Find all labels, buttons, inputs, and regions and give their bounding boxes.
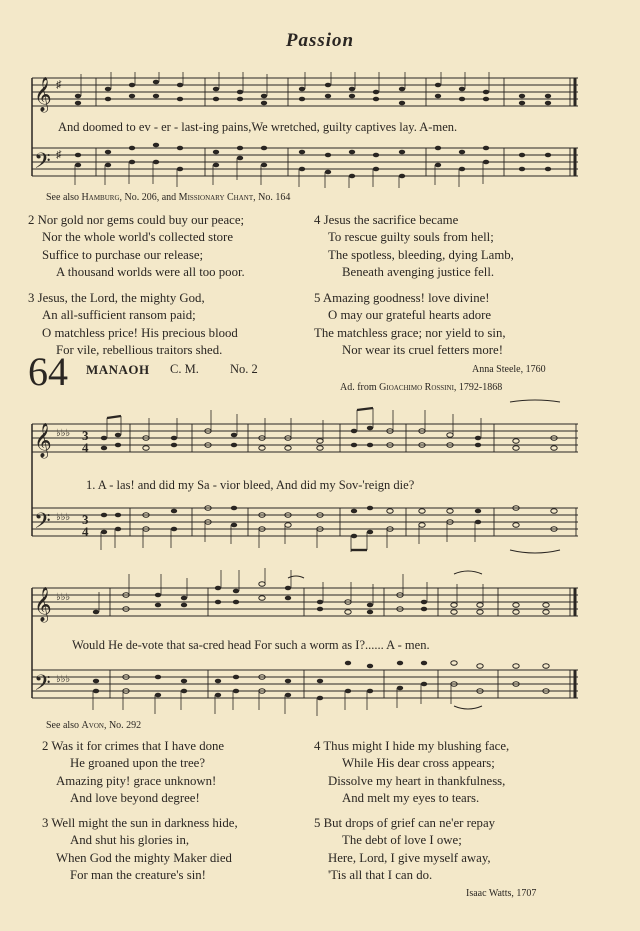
- svg-text:𝄞: 𝄞: [34, 78, 52, 111]
- verse-line: 2 Was it for crimes that I have done: [42, 739, 225, 753]
- see-also-text: , No. 164: [253, 192, 291, 203]
- svg-text:♭♭♭: ♭♭♭: [56, 512, 71, 523]
- see-also-tune: Missionary Chant: [178, 192, 254, 203]
- verse-line: 5 Amazing goodness! love divine!: [314, 291, 490, 305]
- verse-line: 3 Jesus, the Lord, the mighty God,: [28, 291, 205, 305]
- see-also-note: [46, 192, 290, 203]
- verse-line: The spotless, bleeding, dying Lamb,: [328, 247, 514, 262]
- hymn-number: 64: [28, 349, 68, 394]
- tune-name: MANAOH: [86, 362, 150, 377]
- verse-line: To rescue guilty souls from hell;: [328, 230, 494, 245]
- verse-line: The debt of love I owe;: [342, 833, 462, 848]
- verse-line: When God the mighty Maker died: [56, 850, 232, 865]
- verse-line: 5 But drops of grief can ne'er repay: [314, 816, 496, 830]
- svg-text:4: 4: [82, 524, 89, 539]
- tune-number: No. 2: [230, 362, 258, 376]
- verse-line: 4 Jesus the sacrifice became: [314, 213, 459, 227]
- composer-credit: [340, 382, 502, 393]
- verse-block: [28, 212, 245, 281]
- verse-block: [42, 815, 238, 884]
- verse-line: O matchless price! His precious blood: [42, 325, 238, 340]
- see-also-tune: Hamburg: [81, 192, 120, 203]
- verse-line: 4 Thus might I hide my blushing face,: [314, 739, 510, 753]
- verse-line: Suffice to purchase our release;: [42, 247, 204, 262]
- verse-line: O may our grateful hearts adore: [328, 308, 492, 323]
- verse-line: For man the creature's sin!: [70, 867, 206, 882]
- composer-name: Gioachimo Rossini: [379, 382, 454, 393]
- verse-line: And shut his glories in,: [70, 833, 190, 848]
- verse-block: [314, 290, 506, 359]
- verse-line: While His dear cross appears;: [342, 756, 495, 771]
- verse-line: He groaned upon the tree?: [70, 756, 206, 771]
- verse-line: A thousand worlds were all too poor.: [56, 264, 245, 279]
- composer-dates: , 1792-1868: [453, 382, 503, 393]
- svg-text:𝄞: 𝄞: [34, 424, 52, 457]
- verse-block: [314, 738, 509, 807]
- see-also-text: , No. 206, and: [119, 192, 177, 203]
- verse-line: And melt my eyes to tears.: [342, 790, 480, 805]
- svg-text:𝄢: 𝄢: [34, 149, 51, 178]
- verse-line: Nor the whole world's collected store: [42, 230, 234, 245]
- verse-line: For vile, rebellious traitors shed.: [56, 342, 223, 357]
- lyric-line: Would He de-vote that sa-cred head For such a worm as I?...... A - men.: [72, 638, 430, 652]
- verse-block: [42, 738, 224, 807]
- verse-line: 2 Nor gold nor gems could buy our peace;: [28, 213, 245, 227]
- svg-text:♯: ♯: [56, 149, 62, 161]
- svg-text:3: 3: [82, 512, 89, 527]
- verse-line: An all-sufficient ransom paid;: [42, 308, 196, 323]
- verse-line: And love beyond degree!: [70, 790, 200, 805]
- lyric-line: 1. A - las! and did my Sa - vior bleed, And did my Sov-'reign die?: [86, 478, 415, 492]
- see-also-prefix: See also: [46, 720, 80, 731]
- verse-line: 'Tis all that I can do.: [328, 867, 433, 882]
- verse-line: Amazing pity! grace unknown!: [56, 773, 217, 788]
- author-attribution: Isaac Watts, 1707: [466, 888, 537, 899]
- svg-text:♭♭♭: ♭♭♭: [56, 428, 71, 439]
- verse-line: Dissolve my heart in thankfulness,: [328, 773, 506, 788]
- author-attribution: Anna Steele, 1760: [472, 364, 546, 375]
- verse-line: Nor wear its cruel fetters more!: [342, 342, 503, 357]
- see-also-tune: Avon: [81, 720, 104, 731]
- lyric-line: And doomed to ev - er - last-ing pains,We wretched, guilty captives lay. A-men.: [58, 120, 458, 134]
- svg-text:♯: ♯: [56, 79, 62, 91]
- svg-text:𝄢: 𝄢: [34, 671, 51, 700]
- svg-text:♭♭♭: ♭♭♭: [56, 592, 71, 603]
- verse-block: [314, 212, 514, 281]
- svg-text:♭♭♭: ♭♭♭: [56, 674, 71, 685]
- see-also-note: [46, 720, 141, 731]
- verse-line: Beneath avenging justice fell.: [342, 264, 495, 279]
- verse-line: Here, Lord, I give myself away,: [328, 850, 491, 865]
- see-also-text: , No. 292: [103, 720, 142, 731]
- meter: C. M.: [170, 362, 199, 376]
- see-also-prefix: See also: [46, 192, 80, 203]
- page-title: Passion: [285, 30, 355, 51]
- svg-text:𝄞: 𝄞: [34, 588, 52, 621]
- verse-block: [314, 815, 495, 884]
- verse-line: The matchless grace; nor yield to sin,: [314, 325, 506, 340]
- svg-text:3: 3: [82, 428, 89, 443]
- svg-text:4: 4: [82, 440, 89, 455]
- verse-line: 3 Well might the sun in darkness hide,: [42, 816, 238, 830]
- svg-text:𝄢: 𝄢: [34, 509, 51, 538]
- composer-prefix: Ad. from: [340, 382, 377, 393]
